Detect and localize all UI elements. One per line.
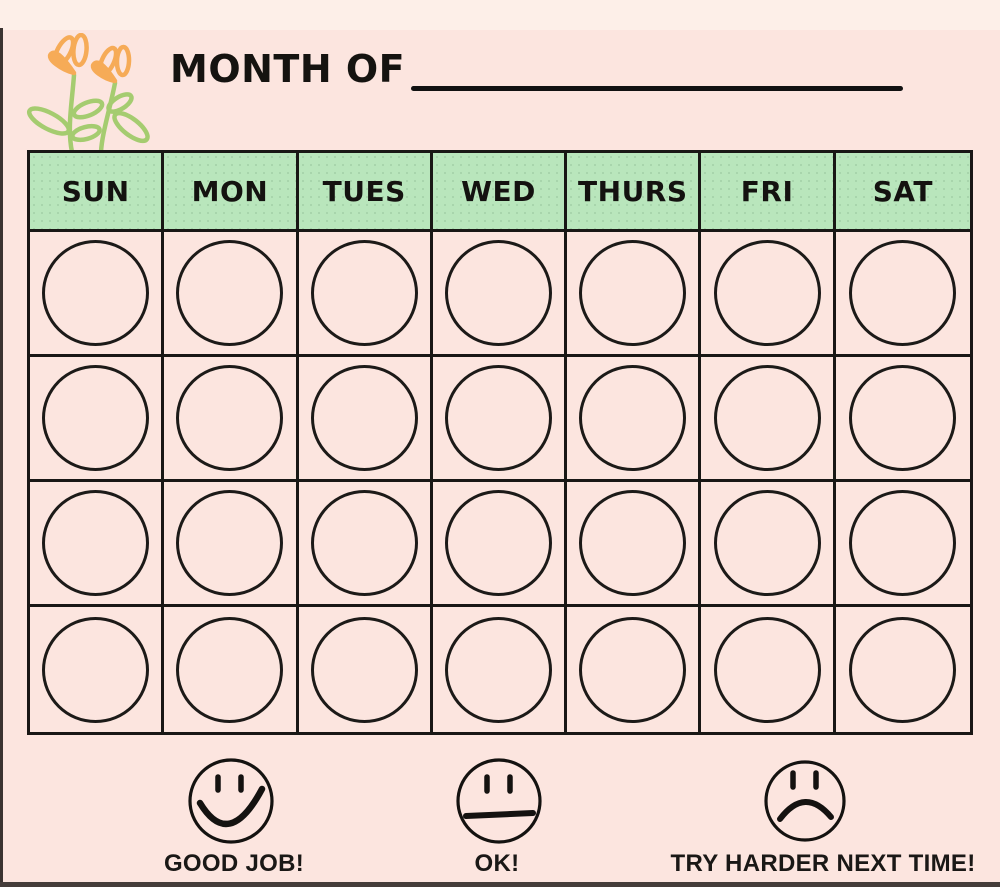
day-cell	[836, 232, 970, 357]
legend-label-ok: OK!	[474, 850, 520, 877]
sad-face-icon	[763, 759, 847, 843]
day-cell	[164, 232, 298, 357]
day-cell	[567, 232, 701, 357]
day-header-sat	[836, 153, 970, 232]
day-cell	[299, 607, 433, 732]
day-circle[interactable]	[445, 365, 552, 471]
day-header-label: SUN	[61, 174, 130, 208]
day-circle[interactable]	[176, 240, 283, 346]
day-cell	[567, 607, 701, 732]
month-name-blank[interactable]	[411, 86, 903, 91]
day-cell	[836, 607, 970, 732]
day-circle[interactable]	[579, 617, 686, 723]
day-cell	[567, 482, 701, 607]
page-left-edge	[0, 28, 3, 887]
day-header-label: SAT	[872, 174, 933, 208]
legend-label-good-job: GOOD JOB!	[163, 850, 305, 877]
day-circle[interactable]	[445, 240, 552, 346]
day-circle[interactable]	[714, 365, 821, 471]
calendar-grid	[27, 150, 973, 735]
day-cell	[836, 482, 970, 607]
day-cell	[701, 232, 835, 357]
day-header-tues	[299, 153, 433, 232]
flowers-icon	[22, 33, 172, 153]
day-circle[interactable]	[311, 240, 418, 346]
day-header-label: FRI	[740, 174, 794, 208]
day-circle[interactable]	[176, 617, 283, 723]
day-circle[interactable]	[714, 617, 821, 723]
day-cell	[433, 357, 567, 482]
day-cell	[567, 357, 701, 482]
day-cell	[164, 357, 298, 482]
day-cell	[701, 357, 835, 482]
neutral-face-icon	[455, 757, 543, 845]
day-circle[interactable]	[714, 240, 821, 346]
day-header-fri	[701, 153, 835, 232]
day-cell	[433, 607, 567, 732]
day-header-wed	[433, 153, 567, 232]
day-header-sun	[30, 153, 164, 232]
day-cell	[433, 482, 567, 607]
day-cell	[299, 482, 433, 607]
day-header-thurs	[567, 153, 701, 232]
legend-label-try-harder: TRY HARDER NEXT TIME!	[670, 850, 976, 877]
day-cell	[164, 482, 298, 607]
day-header-label: THURS	[578, 174, 688, 208]
day-cell	[30, 232, 164, 357]
day-circle[interactable]	[579, 365, 686, 471]
day-circle[interactable]	[176, 365, 283, 471]
day-circle[interactable]	[42, 617, 149, 723]
day-circle[interactable]	[311, 490, 418, 596]
day-header-mon	[164, 153, 298, 232]
day-circle[interactable]	[311, 617, 418, 723]
day-circle[interactable]	[445, 490, 552, 596]
day-circle[interactable]	[42, 365, 149, 471]
day-circle[interactable]	[445, 617, 552, 723]
day-cell	[30, 357, 164, 482]
day-circle[interactable]	[42, 240, 149, 346]
day-header-label: WED	[461, 174, 536, 208]
happy-face-icon	[187, 757, 275, 845]
day-header-label: MON	[191, 174, 269, 208]
day-cell	[433, 232, 567, 357]
day-circle[interactable]	[579, 240, 686, 346]
day-cell	[299, 357, 433, 482]
day-circle[interactable]	[849, 240, 956, 346]
page-title: MONTH OF	[170, 47, 406, 91]
day-circle[interactable]	[42, 490, 149, 596]
day-header-label: TUES	[322, 174, 406, 208]
page-bottom-edge	[0, 882, 1000, 887]
day-cell	[701, 607, 835, 732]
day-circle[interactable]	[714, 490, 821, 596]
top-band	[0, 0, 1000, 30]
day-circle[interactable]	[579, 490, 686, 596]
day-circle[interactable]	[311, 365, 418, 471]
day-circle[interactable]	[849, 617, 956, 723]
day-cell	[164, 607, 298, 732]
day-cell	[30, 607, 164, 732]
day-circle[interactable]	[849, 490, 956, 596]
day-cell	[836, 357, 970, 482]
day-cell	[30, 482, 164, 607]
day-circle[interactable]	[176, 490, 283, 596]
day-cell	[701, 482, 835, 607]
day-circle[interactable]	[849, 365, 956, 471]
day-cell	[299, 232, 433, 357]
